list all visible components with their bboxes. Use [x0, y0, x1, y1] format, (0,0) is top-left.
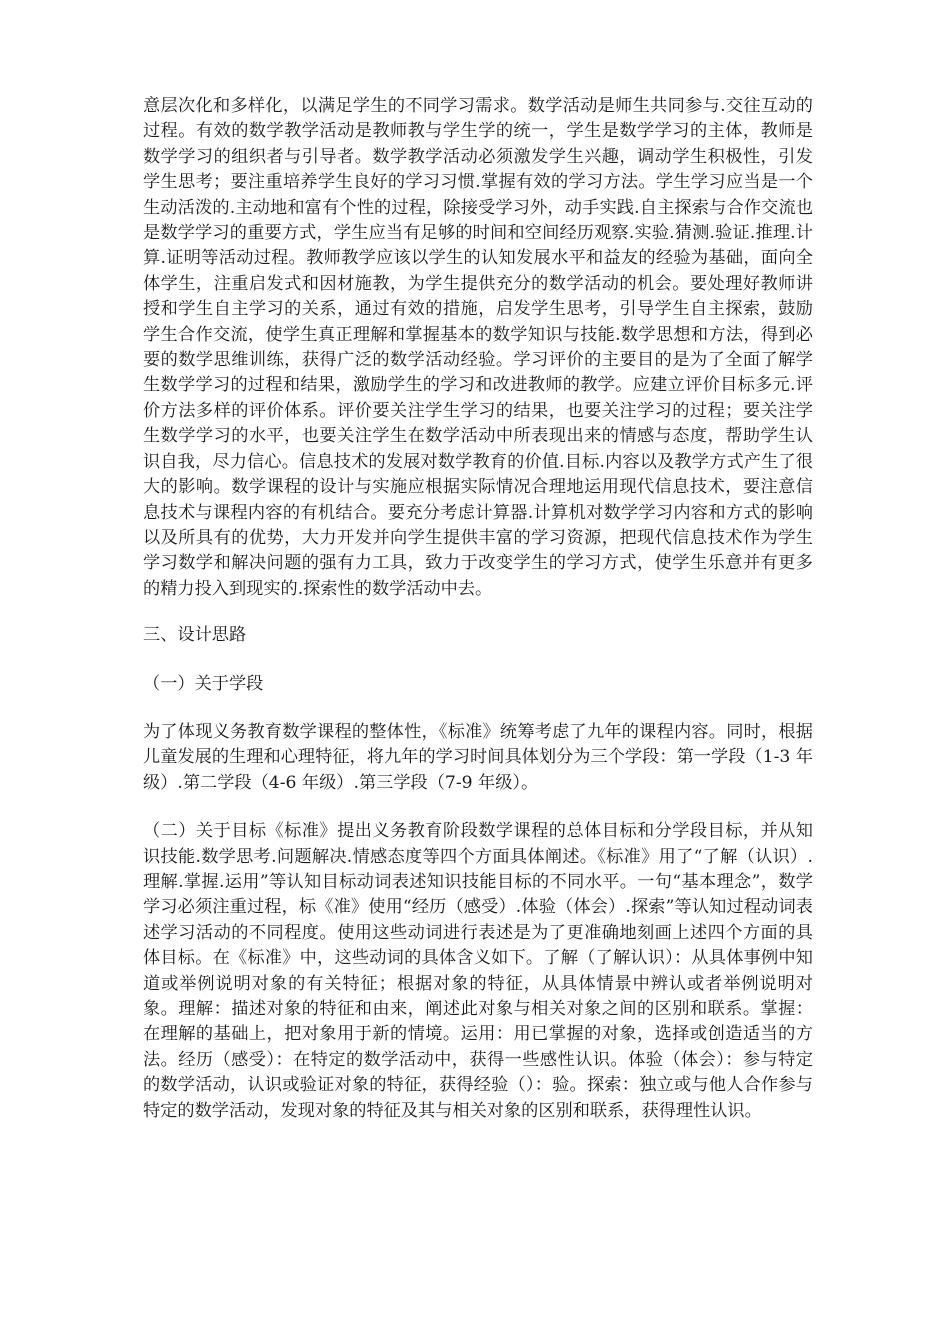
- section-heading-design-ideas: 三、设计思路: [143, 625, 247, 646]
- body-paragraph-stages: 为了体现义务教育数学课程的整体性，《标准》统筹考虑了九年的课程内容。同时，根据儿童发展的生理和心理特征，将九年的学习时间具体划分为三个学段：第一学段（1-3 年级）.第二学段（4-6 年级）.第三学段（7-9 年级）。: [143, 721, 813, 793]
- subsection-heading-stages: （一）关于学段: [143, 673, 264, 694]
- document-page: [143, 94, 813, 1124]
- body-paragraph-goals: （二）关于目标《标准》提出义务教育阶段数学课程的总体目标和分学段目标，并从知识技能.数学思考.问题解决.情感态度等四个方面具体阐述。《标准》用了“了解（认识）.理解.掌握.运用”等认知目标动词表述知识技能目标的不同水平。一句“基本理念”，数学学习必须注重过程，标《准》使用“经历（感受）.体验（体会）.探索”等认知过程动词表述学习活动的不同程度。使用这些动词进行表述是为了更准确地刻画上述四个方面的具体目标。在《标准》中，这些动词的具体含义如下。了解（了解认识）：从具体事例中知道或举例说明对象的有关特征；根据对象的特征，从具体情景中辨认或者举例说明对象。理解：描述对象的特征和由来，阐述此对象与相关对象之间的区别和联系。掌握：在理解的基础上，把对象用于新的情境。运用：用已掌握的对象，选择或创造适当的方法。经历（感受）：在特定的数学活动中，获得一些感性认识。体验（体会）：参与特定的数学活动，认识或验证对象的特征，获得经验（）：验。探索：独立或与他人合作参与特定的数学活动，发现对象的特征及其与相关对象的区别和联系，获得理性认识。: [143, 821, 813, 1121]
- body-paragraph-teaching-activities: 意层次化和多样化，以满足学生的不同学习需求。数学活动是师生共同参与.交往互动的过程。有效的数学教学活动是教师教与学生学的统一，学生是数学学习的主体，教师是数学学习的组织者与引导者。数学教学活动必须激发学生兴趣，调动学生积极性，引发学生思考；要注重培养学生良好的学习习惯.掌握有效的学习方法。学生学习应当是一个生动活泼的.主动地和富有个性的过程，除接受学习外，动手实践.自主探索与合作交流也是数学学习的重要方式，学生应当有足够的时间和空间经历观察.实验.猜测.验证.推理.计算.证明等活动过程。教师教学应该以学生的认知发展水平和益友的经验为基础，面向全体学生，注重启发式和因材施教，为学生提供充分的数学活动的机会。要处理好教师讲授和学生自主学习的关系，通过有效的措施，启发学生思考，引导学生自主探索，鼓励学生合作交流，使学生真正理解和掌握基本的数学知识与技能.数学思想和方法，得到必要的数学思维训练，获得广泛的数学活动经验。学习评价的主要目的是为了全面了解学生数学学习的过程和结果，激励学生的学习和改进教师的教学。应建立评价目标多元.评价方法多样的评价体系。评价要关注学生学习的结果，也要关注学习的过程；要关注学生数学学习的水平，也要关注学生在数学活动中所表现出来的情感与态度，帮助学生认识自我，尽力信心。信息技术的发展对数学教育的价值.目标.内容以及教学方式产生了很大的影响。数学课程的设计与实施应根据实际情况合理地运用现代信息技术，要注意信息技术与课程内容的有机结合。要充分考虑计算器.计算机对数学学习内容和方式的影响以及所具有的优势，大力开发并向学生提供丰富的学习资源，把现代信息技术作为学生学习数学和解决问题的强有力工具，致力于改变学生的学习方式，使学生乐意并有更多的精力投入到现实的.探索性的数学活动中去。: [143, 96, 813, 599]
